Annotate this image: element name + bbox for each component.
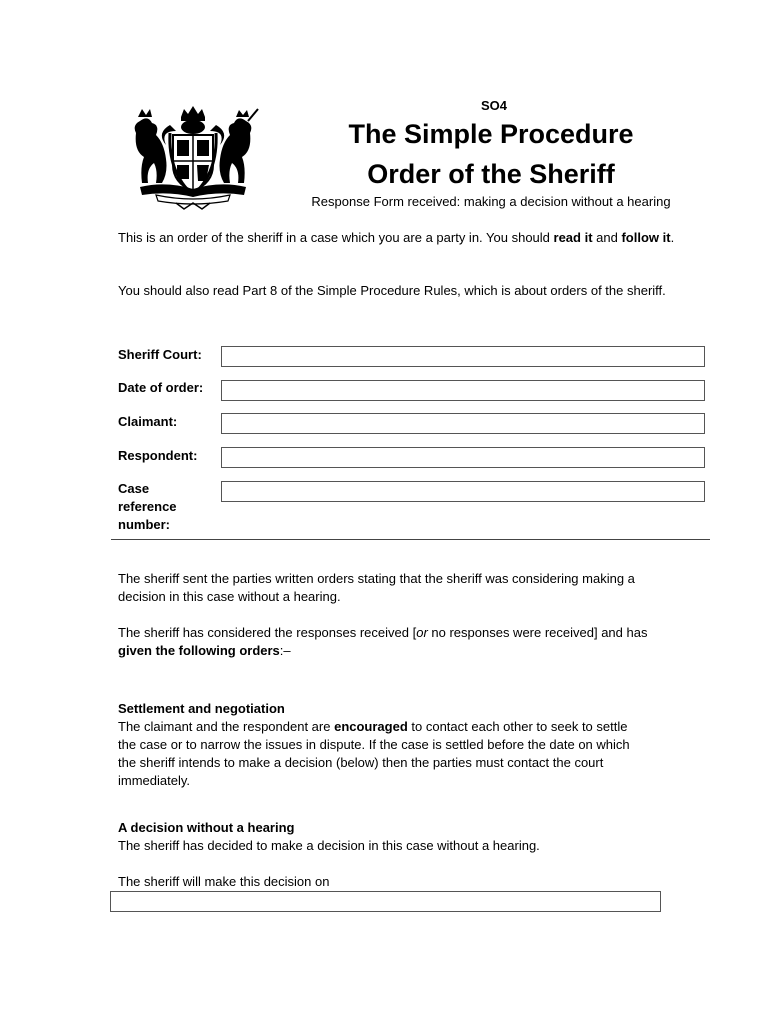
settlement-paragraph: The claimant and the respondent are encouraged to contact each other to seek to settle the case or to narrow the issues in dispute. If the case is settled before the date on which the sheriff intends to make a decision (below) then the parties must contact the court immediately. <box>118 719 630 788</box>
body-paragraph-2: The sheriff has considered the responses received [or no responses were received] and has given the following orders:– <box>118 625 648 658</box>
decision-paragraph: The sheriff has decided to make a decision in this case without a hearing. <box>118 838 540 853</box>
decision-heading: A decision without a hearing <box>118 820 295 835</box>
title-line-1: The Simple Procedure <box>348 119 634 149</box>
settlement-heading: Settlement and negotiation <box>118 701 285 716</box>
case-reference-label <box>118 480 177 534</box>
sheriff-court-label: Sheriff Court: <box>118 347 202 362</box>
case-reference-label-line-1: Case <box>118 481 150 496</box>
claimant-label: Claimant: <box>118 414 178 429</box>
intro-paragraph-1: This is an order of the sheriff in a case which you are a party in. You should read it and follow it. <box>118 230 675 245</box>
decision-date-prompt: The sheriff will make this decision on <box>118 874 330 889</box>
intro-paragraph-2: You should also read Part 8 of the Simple Procedure Rules, which is about orders of the sheriff. <box>118 283 666 298</box>
case-reference-label-line-2: reference <box>118 499 177 514</box>
page-subtitle: Response Form received: making a decision without a hearing <box>311 194 671 209</box>
form-code: SO4 <box>480 98 507 113</box>
sheriff-court-field[interactable] <box>221 346 705 367</box>
date-of-order-label: Date of order: <box>118 380 204 395</box>
date-of-order-field[interactable] <box>221 380 705 401</box>
section-divider <box>111 539 710 540</box>
case-reference-label-line-3: number: <box>118 517 170 532</box>
title-line-2: Order of the Sheriff <box>367 159 615 189</box>
respondent-field[interactable] <box>221 447 705 468</box>
royal-coat-of-arms-logo <box>126 103 260 211</box>
respondent-label: Respondent: <box>118 448 198 463</box>
decision-date-field[interactable] <box>110 891 661 912</box>
claimant-field[interactable] <box>221 413 705 434</box>
body-paragraph-1: The sheriff sent the parties written orders stating that the sheriff was considering making a decision in this case without a hearing. <box>118 571 635 604</box>
page-title <box>290 114 692 194</box>
case-reference-field[interactable] <box>221 481 705 502</box>
